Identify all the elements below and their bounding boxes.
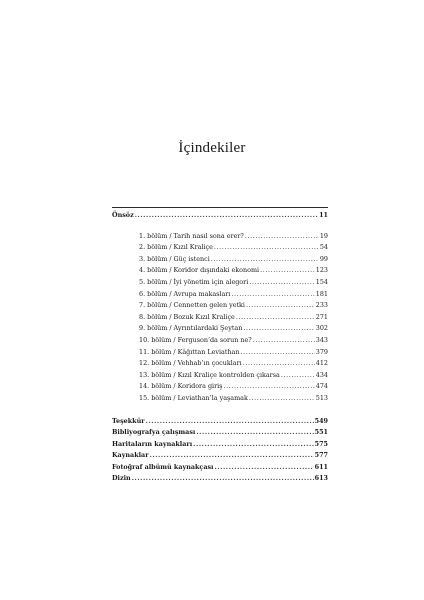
toc-entry-chapter[interactable]	[112, 231, 328, 243]
toc-entry-label: Fotoğraf albümü kaynakçası	[112, 462, 214, 471]
toc-entry-back-matter[interactable]	[112, 473, 328, 485]
toc-entry-preface[interactable]	[112, 210, 328, 222]
toc-entry-page: 549	[314, 416, 328, 425]
toc-entry-back-matter[interactable]	[112, 416, 328, 428]
toc-entry-chapter[interactable]	[112, 370, 328, 382]
dot-leader	[196, 427, 313, 439]
toc-entry-chapter[interactable]	[112, 323, 328, 335]
dot-leader	[193, 439, 313, 451]
toc-entry-chapter[interactable]	[112, 277, 328, 289]
top-rule	[112, 207, 328, 208]
toc-entry-chapter[interactable]	[112, 300, 328, 312]
toc-entry-label: 11. bölüm / Kâğıttan Leviathan	[139, 347, 240, 356]
toc-entry-page: 54	[319, 243, 328, 252]
toc-entry-page: 343	[315, 335, 328, 344]
dot-leader	[281, 370, 315, 382]
toc-entry-page: 575	[314, 439, 328, 448]
dot-leader	[246, 300, 315, 312]
dot-leader	[236, 312, 315, 324]
toc-entry-page: 434	[315, 370, 328, 379]
toc-entry-label: 15. bölüm / Leviathan’la yaşamak	[139, 393, 248, 402]
toc-entry-page: 233	[315, 301, 328, 310]
dot-leader	[211, 254, 319, 266]
toc-entry-page: 412	[315, 359, 328, 368]
toc-entry-back-matter[interactable]	[112, 450, 328, 462]
toc-entry-page: 154	[315, 277, 328, 286]
chapter-list	[112, 231, 328, 405]
toc-entry-back-matter[interactable]	[112, 427, 328, 439]
dot-leader	[249, 277, 315, 289]
dot-leader	[245, 231, 319, 243]
toc-entry-label: 12. bölüm / Vehhab’ın çocukları	[139, 359, 242, 368]
toc-entry-page: 613	[314, 474, 328, 483]
dot-leader	[240, 347, 314, 359]
dot-leader	[253, 335, 315, 347]
toc-entry-chapter[interactable]	[112, 265, 328, 277]
toc-entry-page: 513	[315, 393, 328, 402]
toc-entry-label: Kaynaklar	[112, 451, 149, 460]
toc-entry-page: 19	[319, 231, 328, 240]
page-title: İçindekiler	[178, 140, 246, 156]
dot-leader	[223, 381, 314, 393]
dot-leader	[260, 265, 315, 277]
dot-leader	[150, 450, 314, 462]
toc-entry-label: 4. bölüm / Koridor dışındaki ekonomi	[139, 266, 260, 275]
toc-entry-chapter[interactable]	[112, 335, 328, 347]
toc-entry-label: Haritaların kaynakları	[112, 439, 193, 448]
toc-entry-label: 13. bölüm / Kızıl Kraliçe kontrolden çıkarsa	[139, 370, 280, 379]
toc-entry-label: Teşekkür	[112, 416, 145, 425]
toc-entry-chapter[interactable]	[112, 358, 328, 370]
toc-entry-label: 8. bölüm / Bozuk Kızıl Kraliçe	[139, 312, 235, 321]
toc-entry-chapter[interactable]	[112, 381, 328, 393]
toc-entry-label: 10. bölüm / Ferguson’da sorun ne?	[139, 335, 252, 344]
toc-entry-label: 5. bölüm / İyi yönetim için alegori	[139, 277, 249, 286]
dot-leader	[146, 416, 314, 428]
dot-leader	[215, 462, 314, 474]
toc-entry-label: 14. bölüm / Koridora giriş	[139, 382, 223, 391]
toc-entry-label: 9. bölüm / Ayrıntılardaki Şeytan	[139, 324, 243, 333]
toc-entry-page: 577	[314, 451, 328, 460]
toc-entry-page: 551	[314, 428, 328, 437]
back-matter-list	[112, 416, 328, 486]
dot-leader	[214, 242, 319, 254]
toc-entry-page: 181	[315, 289, 328, 298]
toc-entry-label: 3. bölüm / Güç istenci	[139, 254, 210, 263]
dot-leader	[243, 358, 315, 370]
toc-entry-chapter[interactable]	[112, 242, 328, 254]
toc-entry-back-matter[interactable]	[112, 462, 328, 474]
toc-entry-page: 379	[315, 347, 328, 356]
toc-entry-page: 11	[319, 211, 328, 219]
toc-entry-chapter[interactable]	[112, 289, 328, 301]
toc-entry-label: 6. bölüm / Avrupa makasları	[139, 289, 231, 298]
toc-entry-chapter[interactable]	[112, 312, 328, 324]
toc-entry-label: 7. bölüm / Cennetten gelen yetki	[139, 301, 245, 310]
toc-entry-label: Önsöz	[112, 211, 134, 219]
toc-entry-page: 99	[319, 254, 328, 263]
dot-leader	[132, 473, 314, 485]
toc-entry-label: 2. bölüm / Kızıl Kraliçe	[139, 243, 213, 252]
toc-entry-label: Dizin	[112, 474, 131, 483]
toc-entry-chapter[interactable]	[112, 393, 328, 405]
toc-entry-label: 1. bölüm / Tarih nasıl sona erer?	[139, 231, 244, 240]
toc-entry-back-matter[interactable]	[112, 439, 328, 451]
toc-entry-page: 271	[315, 312, 328, 321]
table-of-contents	[112, 207, 328, 485]
dot-leader	[243, 323, 314, 335]
toc-entry-page: 302	[315, 324, 328, 333]
toc-entry-chapter[interactable]	[112, 347, 328, 359]
toc-entry-chapter[interactable]	[112, 254, 328, 266]
toc-entry-page: 611	[314, 462, 328, 471]
toc-entry-label: Bibliyografya çalışması	[112, 428, 196, 437]
toc-entry-page: 474	[315, 382, 328, 391]
dot-leader	[135, 210, 318, 222]
toc-entry-page: 123	[315, 266, 328, 275]
dot-leader	[231, 289, 314, 301]
dot-leader	[249, 393, 315, 405]
